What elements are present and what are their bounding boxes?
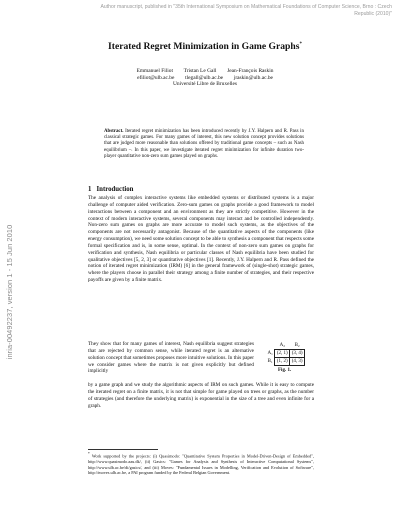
footnote	[88, 452, 314, 476]
matrix-row-header: A₁	[267, 351, 273, 356]
matrix-cell: (1, 2)	[276, 359, 288, 364]
title-text: Iterated Regret Minimization in Game Graphs	[108, 41, 300, 52]
abstract-text: Iterated regret minimization has been introduced recently by J.Y. Halpern and R. Pass in classical strategic games. For many games of interest, this new solution concept provides solutions that are judged more reasonable than solutions offered by traditional game concepts – such as Nash equilibrium –. In this paper, we investigate iterated regret minimization for infinite duration two-player quantitative non-zero sum games played on graphs.	[104, 129, 304, 159]
author-affiliation: Université Libre de Bruxelles	[173, 81, 237, 88]
title-footnote-mark: *	[299, 41, 302, 47]
abstract-label: Abstract.	[104, 129, 124, 134]
banner-line-1: Author manuscript, published in "35th International Symposium on Mathematical Foundations of Computer Science, Brno : Czech	[100, 4, 392, 10]
banner-line-2: Republic (2010)"	[354, 10, 392, 17]
intro-paragraph-2: They show that for many games of interest, Nash equilibria suggest strategies that are rejected by common sense, while iterated regret is an alternative solution concept that sometimes proposes more intuitive solutions. In this paper we consider games where the matrix is not given explicitly but defined implicitly	[88, 341, 254, 375]
hal-side-identifier: inria-00492237, version 1 - 15 Jun 2010	[5, 224, 14, 360]
matrix-cell: (3, 4)	[291, 351, 303, 356]
matrix-row-header: B₁	[267, 359, 273, 364]
abstract	[104, 129, 304, 160]
section-number: 1	[88, 186, 92, 193]
paper-title	[40, 41, 370, 52]
intro-paragraph-1: The analysis of complex interactive systems like embedded systems or distributed systems is a major challenge of computer aided verification. Zero-sum games on graphs provide a good framework to model interactions between a component and an environment as they are strictly competitive. However in the context of modern interactive systems, several components may interact and be controlled independently. Non-zero sum games on graphs are more accurate to model such systems, as the objectives of the components are not necessarily antagonist. Because of the quantitative aspects of the components (like energy consumption), we need some solution concept to be able to synthesis a component that respects some formal specification and is, in some sense, optimal. In the context of non-zero sum games on graphs for verification and synthesis, Nash equilibria or particular classes of Nash equilibria have been studied for qualitative objectives [5, 2, 3] or quantitative objectives [1]. Recently, J.Y. Halpern and R. Pass defined the notion of iterated regret minimization (IRM) [6] in the general framework of (single-shot) strategic games, where the players choose in parallel their strategy among a finite number of strategies, and their respective payoffs are given by a finite matrix.	[88, 195, 314, 284]
author-names: Emmanuel Filiot Tristan Le Gall Jean-François Raskin	[136, 68, 274, 74]
author-block	[60, 68, 350, 88]
section-heading	[88, 186, 133, 193]
footnote-mark: *	[88, 452, 90, 456]
figure-caption: Fig. 1.	[278, 368, 292, 373]
payoff-matrix-figure	[262, 342, 318, 366]
footnote-text: Work supported by the projects: (i) Quasimodo: "Quantitative System Properties in Model-Driven-Design of Embedded", http://www.quasimodo.aau.dk/, (ii) Gasics: "Games for Analysis and Synthesis of Interactive Computational Systems", http://www.ulb.ac.be/di/gasics/, and (iii) Moves: "Fundamental Issues in Modelling, Verification and Evolution of Software", http://moves.ulb.ac.be, a PAI program funded by the Federal Belgian Government.	[88, 453, 315, 476]
matrix-cell: (4, 3)	[291, 359, 303, 364]
matrix-col-header: B₂	[294, 343, 300, 348]
matrix-cell: (2, 1)	[276, 351, 288, 356]
payoff-matrix	[266, 342, 305, 366]
publication-banner	[30, 4, 392, 17]
section-title: Introduction	[96, 186, 134, 193]
intro-paragraph-3: by a game graph and we study the algorithmic aspects of IRM on such games. While it is easy to compute the iterated regret on a finite matrix, it is not that simple for game played on trees or graphs, as the number of strategies (and therefore the underlying matrix) is exponential in the size of a tree and even infinite for a graph.	[88, 382, 314, 409]
matrix-col-header: A₂	[279, 343, 285, 348]
author-emails: efiliot@ulb.ac.be tlegall@ulb.ac.be jraskin@ulb.ac.be	[137, 74, 273, 81]
footnote-rule	[88, 449, 158, 450]
